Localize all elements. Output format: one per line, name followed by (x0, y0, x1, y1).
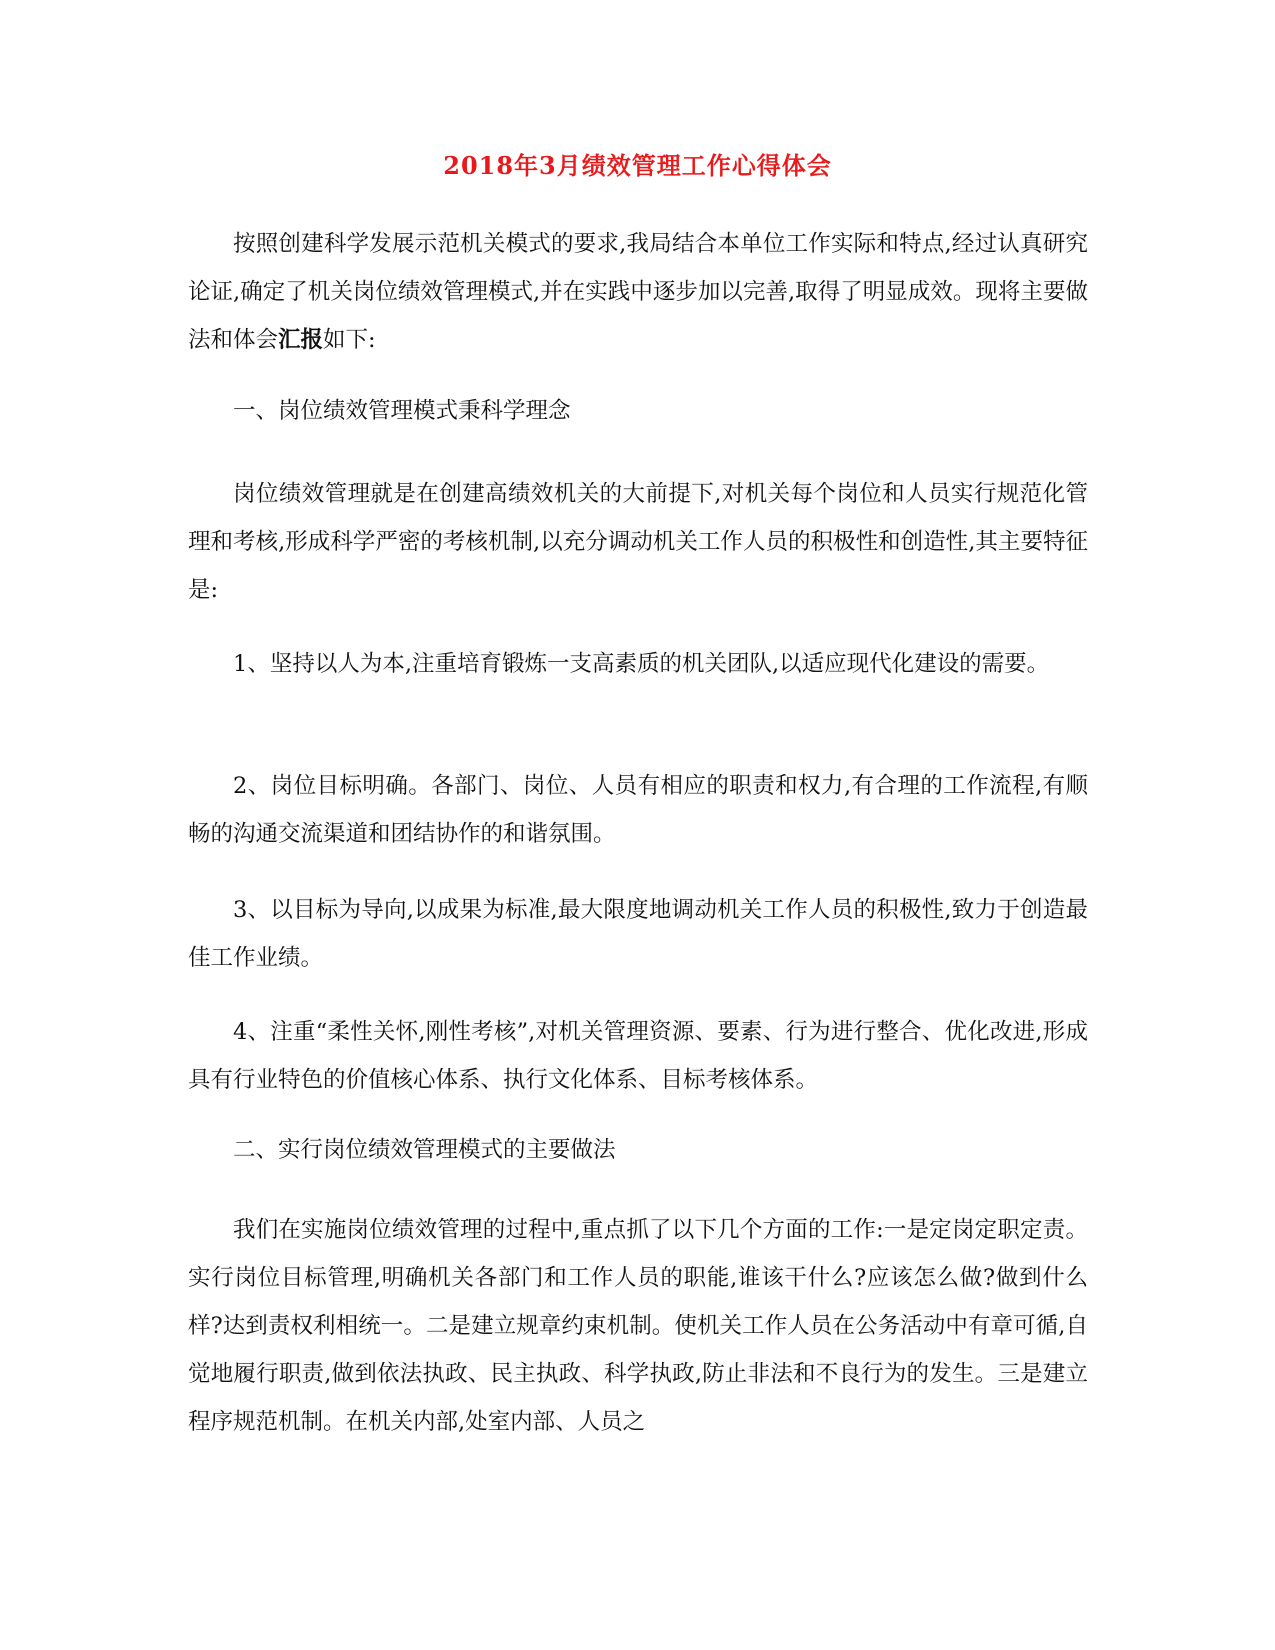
intro-paragraph (188, 220, 1088, 364)
intro-bold-text: 汇报 (278, 327, 324, 353)
list-item-2: 2、岗位目标明确。各部门、岗位、人员有相应的职责和权力,有合理的工作流程,有顺畅的沟通交流渠道和团结协作的和谐氛围。 (188, 773, 1088, 847)
section-heading-1: 一、岗位绩效管理模式秉科学理念 (233, 398, 571, 424)
section-1-paragraph: 岗位绩效管理就是在创建高绩效机关的大前提下,对机关每个岗位和人员实行规范化管理和考核,形成科学严密的考核机制,以充分调动机关工作人员的积极性和创造性,其主要特征是: (188, 481, 1088, 603)
section-heading-2: 二、实行岗位绩效管理模式的主要做法 (233, 1137, 616, 1163)
list-item-1: 1、坚持以人为本,注重培育锻炼一支高素质的机关团队,以适应现代化建设的需要。 (233, 651, 1050, 677)
list-item-3: 3、以目标为导向,以成果为标准,最大限度地调动机关工作人员的积极性,致力于创造最佳工作业绩。 (188, 897, 1088, 971)
document-title: 2018年3月绩效管理工作心得体会 (443, 151, 832, 180)
intro-text-end: 如下: (323, 327, 376, 353)
intro-text: 按照创建科学发展示范机关模式的要求,我局结合本单位工作实际和特点,经过认真研究论证,确定了机关岗位绩效管理模式,并在实践中逐步加以完善,取得了明显成效。现将主要做法和体会 (188, 231, 1088, 353)
list-item-4: 4、注重“柔性关怀,刚性考核”,对机关管理资源、要素、行为进行整合、优化改进,形成具有行业特色的价值核心体系、执行文化体系、目标考核体系。 (188, 1019, 1088, 1093)
section-2-paragraph: 我们在实施岗位绩效管理的过程中,重点抓了以下几个方面的工作:一是定岗定职定责。实行岗位目标管理,明确机关各部门和工作人员的职能,谁该干什么?应该怎么做?做到什么样?达到责权利相统一。二是建立规章约束机制。使机关工作人员在公务活动中有章可循,自觉地履行职责,做到依法执政、民主执政、科学执政,防止非法和不良行为的发生。三是建立程序规范机制。在机关内部,处室内部、人员之 (188, 1217, 1088, 1435)
